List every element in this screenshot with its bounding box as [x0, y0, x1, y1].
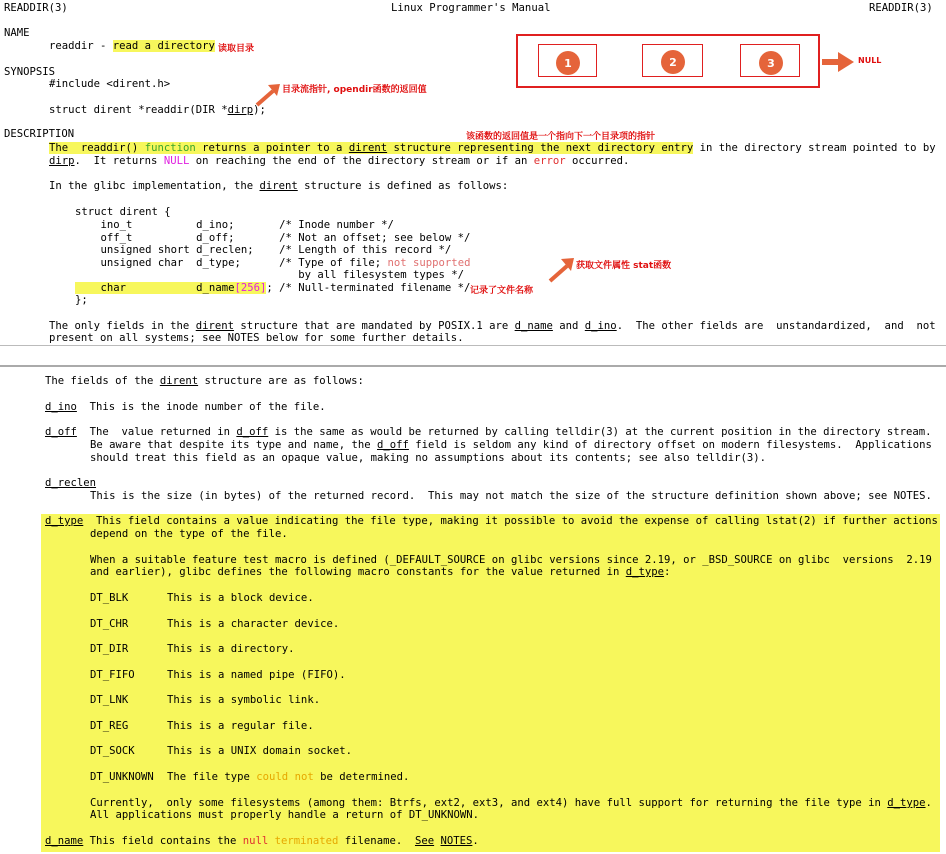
header-center: Linux Programmer's Manual [391, 2, 551, 14]
only-a: The only fields in the [49, 320, 196, 332]
d-name-null: null [242, 835, 269, 847]
dt-name: DT_FIFO [90, 669, 135, 681]
d-off-ref: d_off [236, 426, 269, 438]
proto-pre: struct dirent *readdir(DIR * [49, 104, 228, 116]
dt-name: DT_SOCK [90, 745, 135, 757]
unk-c: be determined. [313, 771, 410, 783]
entry-number-3: 3 [759, 51, 783, 75]
dt-name: DT_BLK [90, 592, 129, 604]
field-d-off-2 [90, 439, 932, 452]
cur-d-type: d_type [887, 797, 926, 809]
field-d-type-2: depend on the type of the file. [90, 528, 288, 540]
annotation-dirp: 目录流指针, opendir函数的返回值 [282, 85, 427, 95]
unk-could-not: could not [256, 771, 314, 783]
d-ino-term: d_ino [45, 401, 77, 413]
dt-row [90, 720, 128, 733]
dt-row [90, 618, 128, 631]
name-desc: read a directory [112, 40, 215, 52]
name-heading: NAME [4, 27, 30, 39]
desc-function-word: function [144, 142, 196, 154]
name-field-c: ; /* Null-terminated filename */ [266, 282, 471, 294]
d-type-4b: : [664, 566, 671, 578]
dt-desc: This is a directory. [167, 643, 295, 655]
d-reclen-term [45, 477, 96, 490]
only-d-name: d_name [514, 320, 553, 332]
struct-field-reclen: unsigned short d_reclen; /* Length of this record */ [75, 244, 452, 256]
cur-1a: Currently, only some filesystems (among them: Btrfs, ext2, ext3, and ext4) have full support for returning the file type in [90, 797, 888, 809]
arrow-icon [546, 256, 576, 284]
only-d-ino: d_ino [584, 320, 617, 332]
dt-desc: This is a symbolic link. [167, 694, 321, 706]
type-not-supported: not supported [387, 257, 471, 269]
annotation-return: 该函数的返回值是一个指向下一个目录项的指针 [466, 132, 656, 142]
d-type-term: d_type [45, 515, 84, 527]
struct-close: }; [75, 294, 88, 306]
only-fields-line-2: present on all systems; see NOTES below for some further details. [49, 332, 464, 344]
only-b: structure that are mandated by POSIX.1 are [233, 320, 515, 332]
annotation-filename: 记录了文件名称 [470, 286, 534, 296]
desc-null: NULL [163, 155, 190, 167]
intro-b: structure are as follows: [198, 375, 364, 387]
type-field-a: unsigned char d_type; /* Type of file; [75, 257, 388, 269]
d-name-term: d_name [45, 835, 84, 847]
cur-1b: . [925, 797, 932, 809]
cmd-name: readdir [49, 40, 94, 52]
d-name-c: . [472, 835, 479, 847]
d-type-4a: and earlier), glibc defines the following macro constants for the value returned in [90, 566, 626, 578]
d-off-1b: is the same as would be returned by calling telldir(3) at the current position in the directory stream. [268, 426, 932, 438]
d-name-notes: NOTES [440, 835, 473, 847]
dt-name: DT_CHR [90, 618, 129, 630]
synopsis-heading: SYNOPSIS [4, 66, 56, 78]
only-dirent: dirent [195, 320, 234, 332]
fields-intro [45, 375, 364, 388]
panel-divider [0, 346, 946, 366]
d-name-b: filename. [338, 835, 415, 847]
dt-row [90, 694, 128, 707]
arrow-right-icon [822, 52, 854, 72]
d-reclen-name: d_reclen [45, 477, 97, 489]
field-d-off-1 [45, 426, 932, 439]
dt-name: DT_REG [90, 720, 129, 732]
description-heading: DESCRIPTION [4, 128, 75, 140]
field-d-type-3: When a suitable feature test macro is defined (_DEFAULT_SOURCE on glibc versions since 2.19, or _BSD_SOURCE on glibc versions 2.19 [90, 554, 932, 566]
d-type-ref: d_type [625, 566, 665, 578]
desc-line-1 [49, 142, 936, 155]
dt-desc: This is a character device. [167, 618, 340, 630]
desc-line-2 [49, 155, 629, 168]
name-sep: - [93, 40, 113, 52]
dt-desc: This is a UNIX domain socket. [167, 745, 352, 757]
desc-dirent: dirent [348, 142, 388, 154]
desc-dirp: dirp [49, 155, 75, 167]
field-d-off-3: should treat this field as an opaque value, making no assumptions about its contents; see also telldir(3). [90, 452, 767, 464]
glibc-line [49, 180, 508, 193]
dt-desc: This is a named pipe (FIFO). [167, 669, 346, 681]
name-field-a: char d_name [75, 282, 235, 294]
struct-field-type-cont: by all filesystem types */ [75, 269, 465, 281]
dt-name: DT_DIR [90, 643, 129, 655]
struct-field-ino: ino_t d_ino; /* Inode number */ [75, 219, 394, 231]
null-label: NULL [858, 56, 882, 65]
header-right: READDIR(3) [869, 2, 933, 14]
d-name-terminated: terminated [274, 835, 339, 847]
d-name-a: This field contains the [83, 835, 243, 847]
desc-structure: structure representing the next directory entry [393, 142, 694, 154]
name-line [49, 40, 215, 53]
dt-row [90, 669, 135, 682]
field-d-type-1 [45, 515, 938, 528]
currently-line-2: All applications must properly handle a return of DT_UNKNOWN. [90, 809, 480, 821]
d-off-2b: field is seldom any kind of directory offset on modern filesystems. Applications [408, 439, 932, 451]
header-left: READDIR(3) [4, 2, 68, 14]
arrow-icon [254, 82, 282, 108]
entry-number-2: 2 [661, 50, 685, 74]
dt-row [90, 643, 128, 656]
d-name-see: See [414, 835, 435, 847]
field-d-name [45, 835, 479, 848]
dt-desc: This is a regular file. [167, 720, 314, 732]
d-ino-text: This is the inode number of the file. [76, 401, 326, 413]
proto-post: ); [253, 104, 266, 116]
d-off-ref-2: d_off [377, 439, 409, 451]
dt-desc: This is a block device. [167, 592, 314, 604]
annotation-type: 获取文件属性 stat函数 [576, 261, 672, 271]
prototype-line [49, 104, 266, 117]
include-line: #include <dirent.h> [49, 78, 171, 90]
proto-arg: dirp [227, 104, 254, 116]
dt-name: DT_LNK [90, 694, 129, 706]
struct-open: struct dirent { [75, 206, 171, 218]
glibc-a: In the glibc implementation, the [49, 180, 260, 192]
only-d: . The other fields are unstandardized, and not [616, 320, 936, 332]
desc-readdir: The readdir() [49, 142, 139, 154]
desc-reaching: on reaching the end of the directory stream or if an [189, 155, 534, 167]
dt-row [90, 745, 135, 758]
annotation-read-dir: 读取目录 [218, 44, 255, 54]
d-off-term: d_off [45, 426, 77, 438]
entry-number-1: 1 [556, 51, 580, 75]
struct-field-name [75, 282, 470, 295]
name-field-size: [256] [234, 282, 267, 294]
desc-it-returns: . It returns [74, 155, 164, 167]
desc-pointed: in the directory stream pointed to by [693, 142, 936, 154]
intro-a: The fields of the [45, 375, 160, 387]
unk-a: The file type [167, 771, 257, 783]
man-page-top-panel [0, 0, 946, 346]
field-d-ino [45, 401, 326, 414]
dt-unknown-name: DT_UNKNOWN [90, 771, 154, 783]
d-reclen-text: This is the size (in bytes) of the returned record. This may not match the size of the structure definition shown above; see NOTES. [90, 490, 932, 502]
man-page-bottom-panel [0, 366, 946, 854]
field-d-type-4 [90, 566, 670, 579]
intro-dirent: dirent [159, 375, 199, 387]
d-off-2a: Be aware that despite its type and name, the [90, 439, 378, 451]
dt-unknown-desc [167, 771, 409, 784]
desc-returns: returns a pointer to a [202, 142, 343, 154]
desc-occurred: occurred. [565, 155, 630, 167]
glibc-dirent: dirent [259, 180, 298, 192]
glibc-b: structure is defined as follows: [297, 180, 509, 192]
struct-field-off: off_t d_off; /* Not an offset; see below */ [75, 232, 471, 244]
only-c: and [552, 320, 585, 332]
dt-row [90, 592, 128, 605]
d-type-1: This field contains a value indicating the file type, making it possible to avoid the expense of calling lstat(2) if further actions [83, 515, 938, 527]
desc-error: error [533, 155, 566, 167]
d-off-1a: The value returned in [76, 426, 237, 438]
